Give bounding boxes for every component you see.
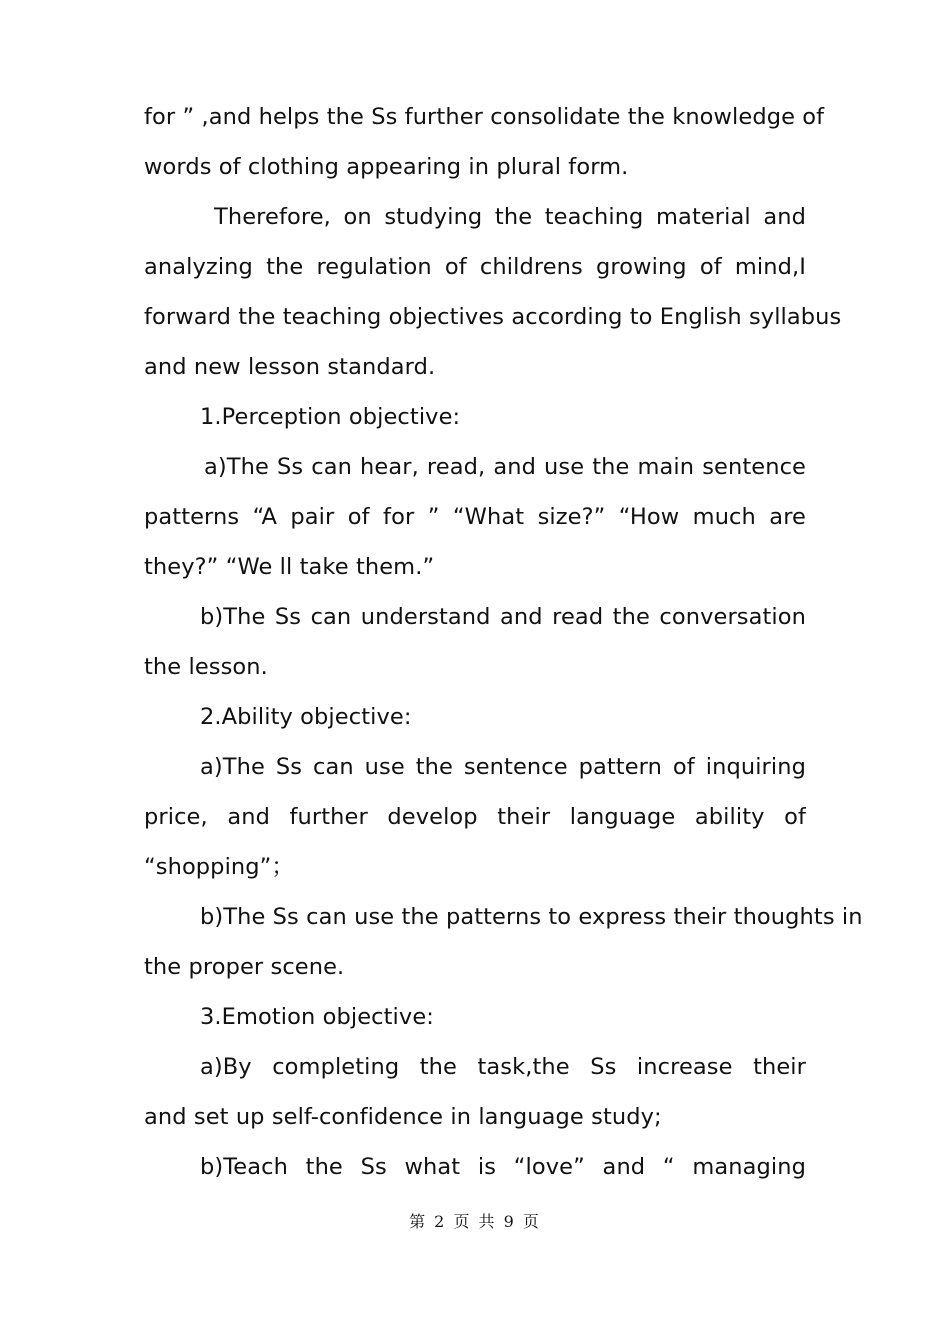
text-line-10: they?” “We ll take them.” <box>144 554 435 580</box>
text-line-9: patterns “A pair of for ” “What size?” “How much are <box>144 504 806 530</box>
page-number-footer: 第 2 页 共 9 页 <box>409 1212 541 1231</box>
text-line-8: a)The Ss can hear, read, and use the main sentence <box>204 454 806 480</box>
text-line-4: analyzing the regulation of childrens growing of mind,I <box>144 254 806 280</box>
section-heading-perception: 1.Perception objective: <box>200 404 461 430</box>
text-line-6: and new lesson standard. <box>144 354 436 380</box>
text-line-3: Therefore, on studying the teaching material and <box>214 204 806 230</box>
text-line-17: b)The Ss can use the patterns to express their thoughts in <box>200 904 863 930</box>
text-line-22: b)Teach the Ss what is “love” and “ managing <box>200 1154 806 1180</box>
text-line-11: b)The Ss can understand and read the conversation <box>200 604 806 630</box>
text-line-2: words of clothing appearing in plural form. <box>144 154 629 180</box>
text-line-18: the proper scene. <box>144 954 345 980</box>
text-line-12: the lesson. <box>144 654 268 680</box>
text-line-14: a)The Ss can use the sentence pattern of inquiring <box>200 754 806 780</box>
section-heading-ability: 2.Ability objective: <box>200 704 412 730</box>
section-heading-emotion: 3.Emotion objective: <box>200 1004 434 1030</box>
text-line-16: “shopping”； <box>144 854 295 880</box>
text-line-15: price, and further develop their language ability of <box>144 804 806 830</box>
text-line-1: for ” ,and helps the Ss further consolidate the knowledge of <box>144 104 825 130</box>
text-line-5: forward the teaching objectives according to English syllabus <box>144 304 842 330</box>
text-line-20: a)By completing the task,the Ss increase their <box>200 1054 806 1080</box>
text-line-21: and set up self-confidence in language study; <box>144 1104 662 1130</box>
